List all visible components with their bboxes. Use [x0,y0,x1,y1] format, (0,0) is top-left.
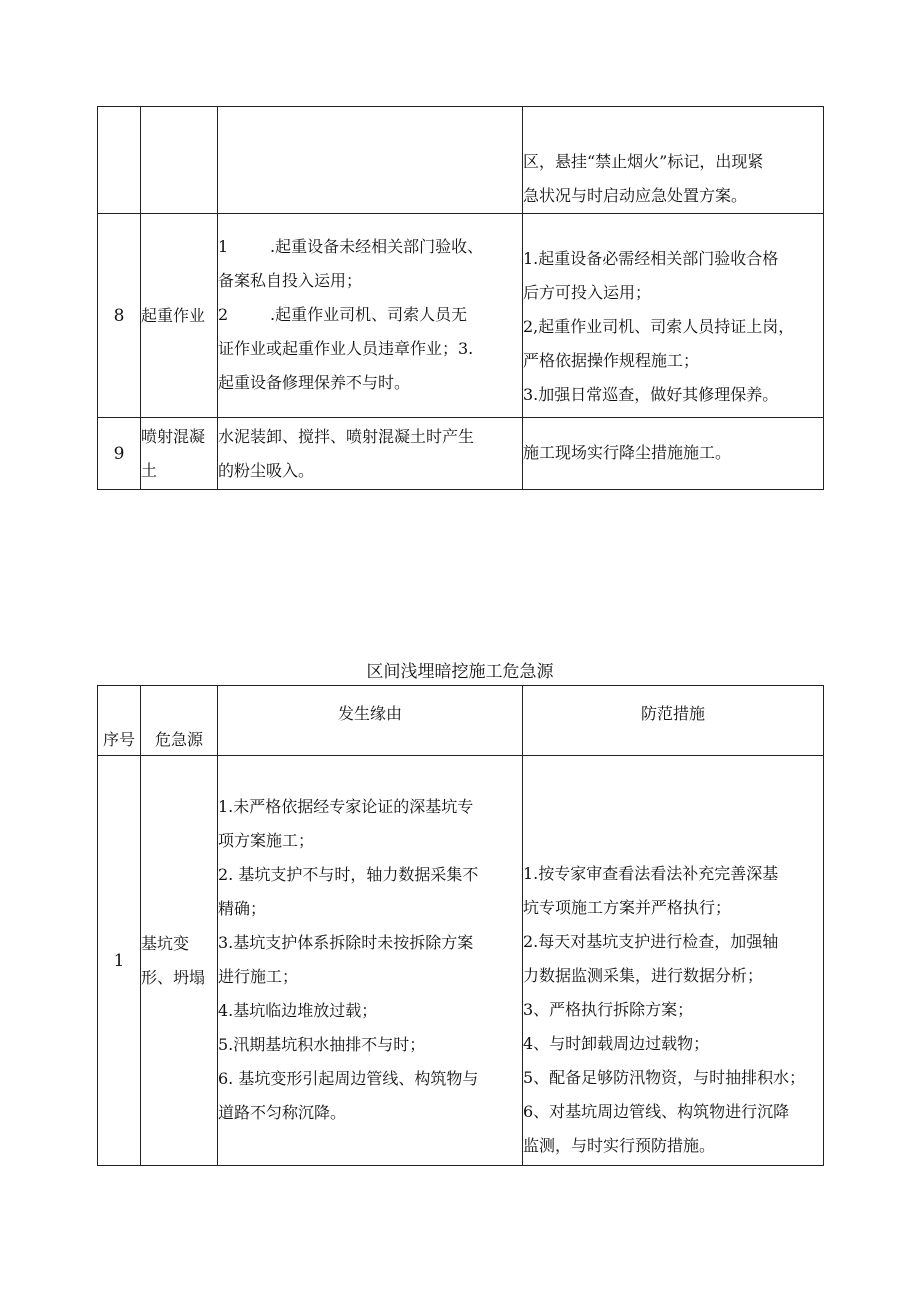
text-line: 水泥装卸、搅拌、喷射混凝土时产生 [218,427,475,446]
hazard-label: 起重作业 [141,305,206,325]
text-line [218,230,522,264]
hazard-cell [141,756,218,1166]
text-line: 基坑变 [141,933,190,953]
text-line: 喷射混凝 [141,427,206,446]
table-row [98,756,824,1166]
text-line: 证作业或起重作业人员违章作业；3. [218,339,474,358]
table-row [98,107,824,214]
text-line: 土 [141,461,158,480]
text-line: 力数据监测采集，进行数据分析； [523,966,764,985]
hazard-table-continued [97,106,824,490]
text-line: 精确； [218,899,267,918]
text-fragment: .起重作业司机、司索人员无 [270,305,468,324]
seq-cell: 9 [98,418,141,490]
text-line: 项方案施工； [218,831,315,850]
text-line: 监测，与时实行预防措施。 [523,1136,716,1155]
measures-cell [523,214,824,418]
hazard-cell [141,418,218,490]
text-line: 6. 基坑变形引起周边管线、构筑物与 [218,1069,479,1088]
text-line: 5.汛期基坑积水抽排不与时； [218,1035,426,1054]
table-row [98,418,824,490]
text-line: 后方可投入运用； [523,283,652,302]
table-row [98,214,824,418]
header-cause: 发生缘由 [218,686,523,756]
text-line: 4、与时卸载周边过载物； [523,1034,710,1053]
text-line: 道路不匀称沉降。 [218,1103,347,1122]
text-line: 坑专项施工方案并严格执行； [523,898,732,917]
measures-cell [523,756,824,1166]
hazard-cell [141,107,218,214]
text-line: 2.每天对基坑支护进行检查，加强轴 [523,932,779,951]
text-line: 备案私自投入运用； [218,271,363,290]
text-line: 起重设备修理保养不与时。 [218,373,411,392]
text-line: 1.起重设备必需经相关部门验收合格 [523,249,779,268]
text-line: 2,起重作业司机、司索人员持证上岗， [523,317,795,336]
cause-cell [218,107,523,214]
text-line: 1.按专家审查看法看法补充完善深基 [523,864,779,883]
measures-cell [523,107,824,214]
hazard-table [97,685,824,1166]
text-line: 施工现场实行降尘措施施工。 [523,443,732,462]
seq-cell: 8 [98,214,141,418]
text-line: 4.基坑临边堆放过载； [218,1001,378,1020]
text-line: 严格依据操作规程施工； [523,351,700,370]
header-seq: 序号 [98,686,141,756]
text-line: 区，悬挂“禁止烟火”标记，出现紧 [523,152,764,171]
text-line: 进行施工； [218,967,299,986]
list-number: 1 [218,237,229,256]
text-line: 6、对基坑周边管线、构筑物进行沉降 [523,1102,790,1121]
hazard-cell [141,214,218,418]
cause-cell [218,756,523,1166]
header-measures: 防范措施 [523,686,824,756]
text-line: 5、配备足够防汛物资，与时抽排积水； [523,1068,806,1087]
cause-cell [218,214,523,418]
text-line [218,298,522,332]
list-number: 2 [218,305,229,324]
text-line: 2. 基坑支护不与时，轴力数据采集不 [218,865,479,884]
text-fragment: .起重设备未经相关部门验收、 [270,237,484,256]
seq-cell: 1 [98,756,141,1166]
text-line: 3.加强日常巡查，做好其修理保养。 [523,385,779,404]
measures-cell [523,418,824,490]
header-hazard: 危急源 [141,686,218,756]
table-title: 区间浅埋暗挖施工危急源 [366,662,554,682]
text-line: 1.未严格依据经专家论证的深基坑专 [218,797,474,816]
table-header-row [98,686,824,756]
seq-cell [98,107,141,214]
cause-cell [218,418,523,490]
text-line: 形、坍塌 [141,967,206,987]
text-line: 的粉尘吸入。 [218,461,315,480]
text-line: 急状况与时启动应急处置方案。 [523,186,748,205]
text-line: 3.基坑支护体系拆除时未按拆除方案 [218,933,474,952]
text-line: 3、严格执行拆除方案； [523,1000,694,1019]
